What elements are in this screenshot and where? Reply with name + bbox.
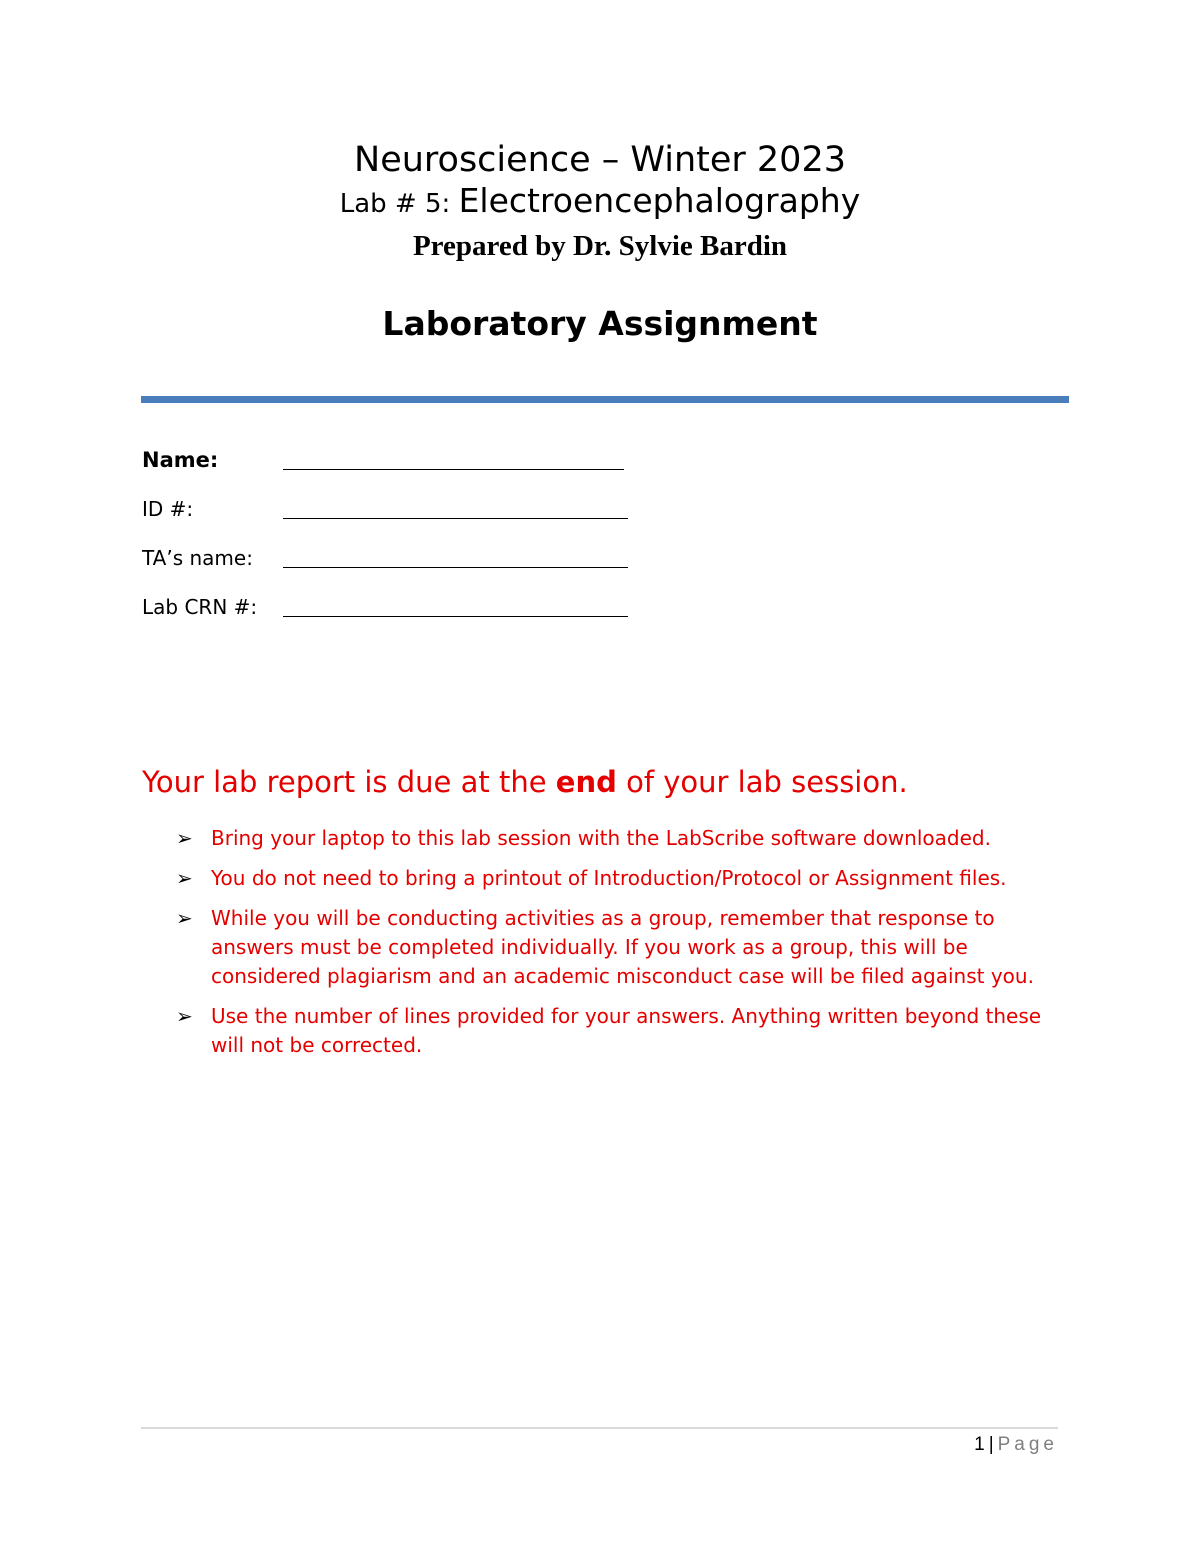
list-item-text: Bring your laptop to this lab session with the LabScribe software downloaded. (211, 826, 991, 850)
crn-label: Lab CRN #: (142, 595, 258, 619)
due-notice-emphasis: end (555, 765, 617, 799)
lab-name: Electroencephalography (458, 181, 861, 220)
due-notice-end: of your lab session. (616, 765, 908, 799)
list-item-text: Use the number of lines provided for your answers. Anything written beyond these will not be corrected. (211, 1004, 1042, 1057)
page-number: 1 (974, 1434, 985, 1455)
crn-field (142, 592, 642, 622)
ta-field (142, 543, 642, 573)
assignment-heading: Laboratory Assignment (382, 304, 818, 343)
page-footer (974, 1432, 1058, 1458)
footer-separator: | (988, 1434, 994, 1455)
prepared-by: Prepared by Dr. Sylvie Bardin (412, 230, 788, 262)
arrowhead-bullet-icon: ➢ (176, 866, 193, 890)
id-field (142, 494, 642, 524)
name-input-line[interactable] (283, 469, 624, 470)
course-title: Neuroscience – Winter 2023 (354, 140, 846, 180)
due-notice-start: Your lab report is due at the (142, 765, 556, 799)
due-notice (142, 762, 908, 802)
arrowhead-bullet-icon: ➢ (176, 1004, 193, 1028)
page-word: Page (997, 1434, 1058, 1455)
instructions-list (176, 824, 1076, 1071)
lab-title (0, 180, 1200, 225)
list-item (176, 824, 1076, 853)
ta-input-line[interactable] (283, 567, 628, 568)
arrowhead-bullet-icon: ➢ (176, 906, 193, 930)
id-input-line[interactable] (283, 518, 628, 519)
lab-number: Lab # 5: (339, 189, 459, 219)
arrowhead-bullet-icon: ➢ (176, 826, 193, 850)
list-item-text: While you will be conducting activities as a group, remember that response to answers must be completed individually. If you work as a group, this will be considered plagiarism and an academic misconduct case will be filed against you. (211, 906, 1034, 988)
list-item (176, 864, 1076, 893)
name-field (142, 445, 642, 475)
crn-input-line[interactable] (283, 616, 628, 617)
list-item-text: You do not need to bring a printout of Introduction/Protocol or Assignment files. (211, 866, 1007, 890)
list-item (176, 1002, 1076, 1060)
name-label: Name: (142, 448, 219, 472)
footer-divider (141, 1427, 1058, 1429)
title-block (0, 138, 1200, 265)
list-item (176, 904, 1076, 991)
id-label: ID #: (142, 497, 194, 521)
ta-label: TA’s name: (142, 546, 253, 570)
heading-divider (141, 396, 1069, 403)
